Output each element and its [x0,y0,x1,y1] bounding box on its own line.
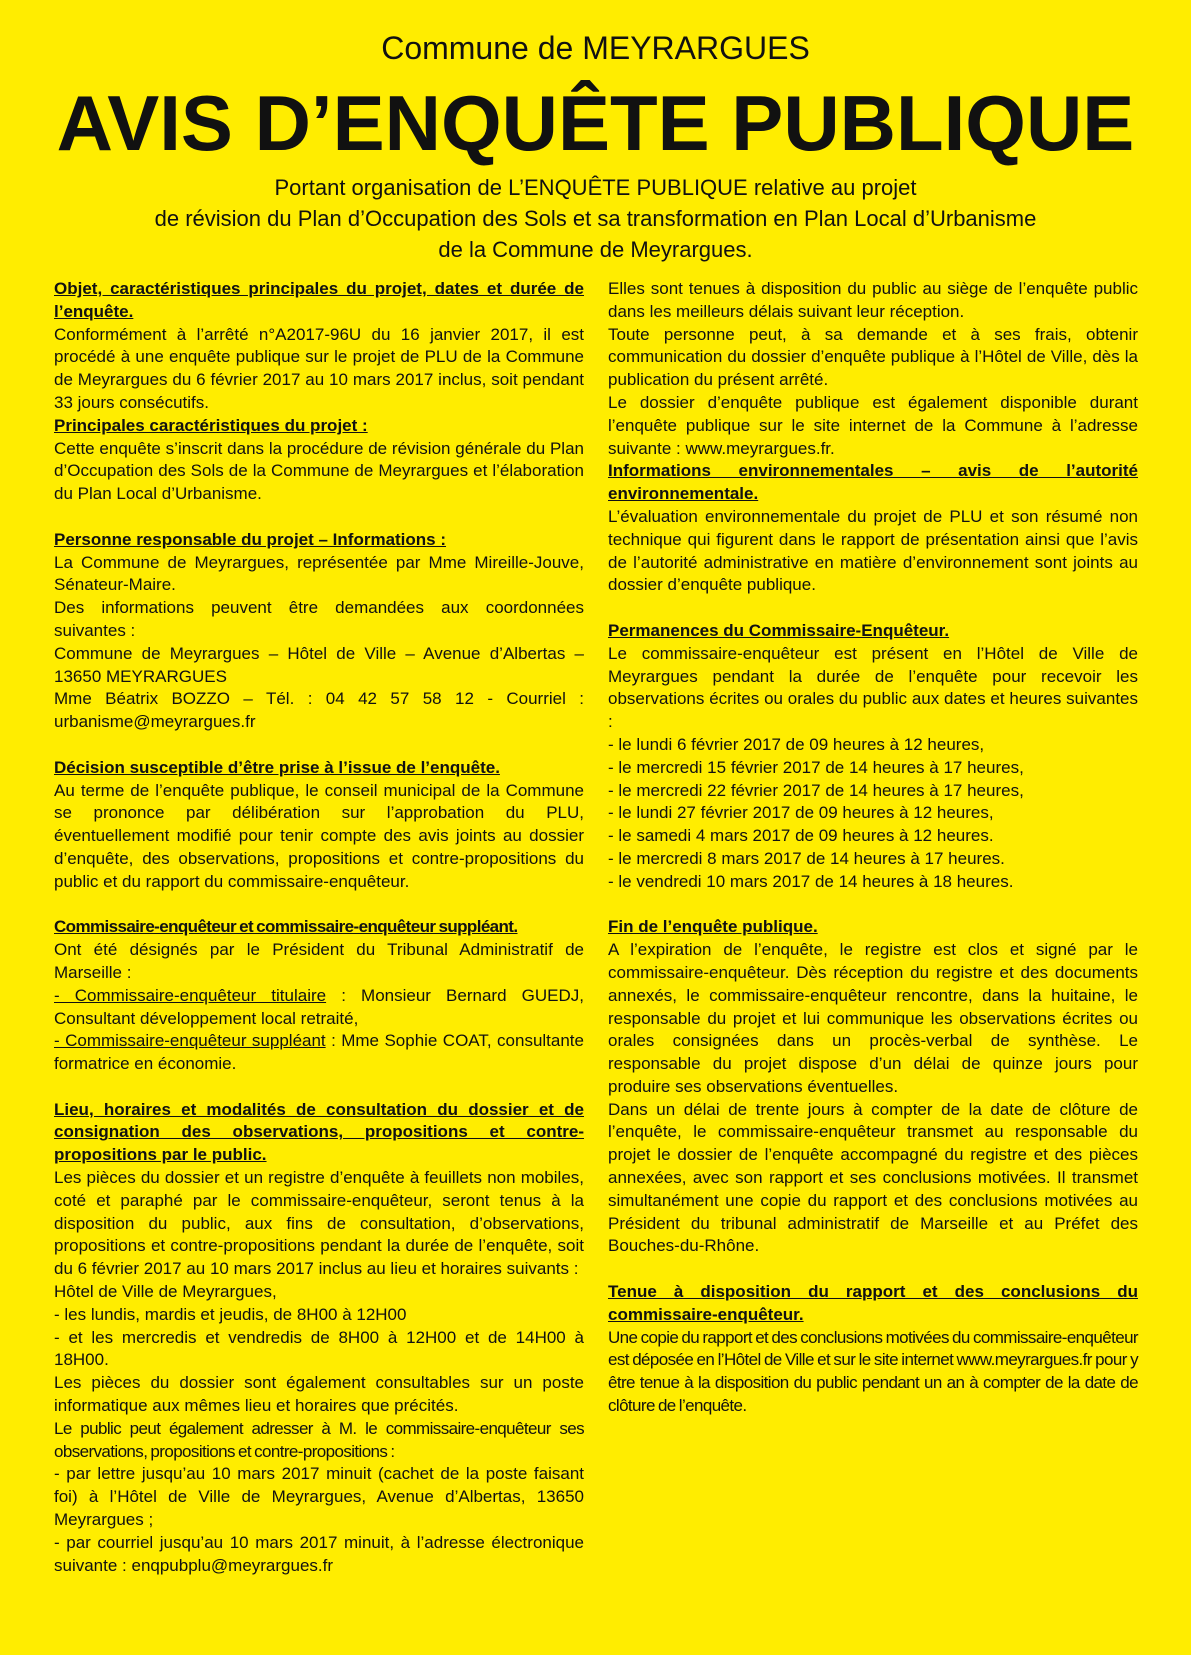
titulaire-text: : Monsieur Bernard GUEDJ, Consultant développement local retraité, [54,985,584,1028]
intro-line: Portant organisation de L’ENQUÊTE PUBLIQUE relative au projet [274,175,917,200]
section-text-fin: A l’expiration de l’enquête, le registre est clos et signé par le commissaire-enquêteur. Dès réception du registre et des documents annexés, le commissaire-enquêteur rencontre, dans la huitaine, le responsable du projet et lui communique les observations écrites ou orales consignées dans un procès-verbal de synthèse. Le responsable du projet dispose d’un délai de quinze jours pour produire ses observations éventuelles. [608,940,1138,1096]
permanence-item: - le lundi 6 février 2017 de 09 heures à 12 heures, [608,734,985,754]
permanence-item: - le vendredi 10 mars 2017 de 14 heures à 18 heures. [608,871,1014,891]
section-text-lieu: Les pièces du dossier et un registre d’enquête à feuillets non mobiles, coté et paraphé par le commissaire-enquêteur, seront tenus à la disposition du public, aux fins de consultation, d’observations, propositions et contre-propositions pendant la durée de l’enquête, soit du 6 février 2017 au 10 mars 2017 inclus au lieu et horaires suivants : [54,1168,584,1279]
section-text-objet: Conformément à l’arrêté n°A2017-96U du 16 janvier 2017, il est procédé à une enquête publique sur le projet de PLU de la Commune de Meyrargues du 6 février 2017 au 10 mars 2017 inclus, soit pendant 33 jours consécutifs. [54,324,584,412]
notice-intro [0,172,1191,265]
permanence-item: - le lundi 27 février 2017 de 09 heures à 12 heures, [608,803,994,823]
spacer [54,506,584,529]
section-heading-decision: Décision susceptible d’être prise à l’issue de l’enquête. [54,757,500,777]
section-text-lieu: Le public peut également adresser à M. le commissaire-enquêteur ses observations, propositions et contre-propositions : [54,1418,584,1461]
section-text-responsable: Commune de Meyrargues – Hôtel de Ville – Avenue d’Albertas – 13650 MEYRARGUES [54,643,584,686]
permanence-item: - le mercredi 8 mars 2017 de 14 heures à 17 heures. [608,848,1005,868]
section-heading-commissaire: Commissaire-enquêteur et commissaire-enquêteur suppléant. [54,917,518,937]
commune-name: Commune de MEYRARGUES [381,30,810,66]
titulaire-label: - Commissaire-enquêteur titulaire [54,985,327,1005]
spacer [608,597,1138,620]
section-text-lieu: - par courriel jusqu’au 10 mars 2017 minuit, à l’adresse électronique suivante : enqpubplu@meyrargues.fr [54,1532,584,1575]
section-text-lieu: Hôtel de Ville de Meyrargues, [54,1282,277,1302]
section-text-decision: Au terme de l’enquête publique, le conseil municipal de la Commune se prononce par délibération sur l’approbation du PLU, éventuellement modifié pour tenir compte des avis joints au dossier d’enquête, des observations, propositions et contre-propositions du public et du rapport du commissaire-enquêteur. [54,780,584,891]
section-text-lieu: Les pièces du dossier sont également consultables sur un poste informatique aux mêmes lieu et horaires que précités. [54,1373,584,1416]
section-text-disposition: Toute personne peut, à sa demande et à ses frais, obtenir communication du dossier d’enquête publique à l’Hôtel de Ville, dès la publication du présent arrêté. [608,324,1138,390]
permanence-item: - le samedi 4 mars 2017 de 09 heures à 12 heures. [608,826,994,846]
section-text-disposition: Elles sont tenues à disposition du public au siège de l’enquête public dans les meilleurs délais suivant leur réception. [608,279,1138,321]
suppleant-line [54,1030,584,1076]
spacer [608,1258,1138,1281]
section-heading-lieu: Lieu, horaires et modalités de consultation du dossier et de consignation des observations, propositions et contre-propositions par le public. [54,1099,584,1165]
section-text-caracteristiques: Cette enquête s’inscrit dans la procédure de révision générale du Plan d’Occupation des Sols de la Commune de Meyrargues et l’élaboration du Plan Local d’Urbanisme. [54,438,584,504]
notice-title: AVIS D’ENQUÊTE PUBLIQUE [56,79,1135,167]
section-heading-environnement: Informations environnementales – avis de l’autorité environnementale. [608,461,1138,504]
right-column [608,278,1138,1418]
spacer [608,894,1138,917]
left-column [54,278,584,1577]
section-text-lieu: - les lundis, mardis et jeudis, de 8H00 à 12H00 [54,1304,407,1324]
section-heading-caracteristiques: Principales caractéristiques du projet : [54,415,368,435]
permanence-item: - le mercredi 15 février 2017 de 14 heures à 17 heures, [608,757,1024,777]
section-heading-objet: Objet, caractéristiques principales du projet, dates et durée de l’enquête. [54,279,584,321]
section-text-lieu: - et les mercredis et vendredis de 8H00 à 12H00 et de 14H00 à 18H00. [54,1327,584,1370]
suppleant-text: : Mme Sophie COAT, consultante formatrice en économie. [54,1031,584,1074]
section-text-disposition: Le dossier d’enquête publique est également disponible durant l’enquête publique sur le site internet de la Commune à l’adresse suivante : www.meyrargues.fr. [608,392,1138,458]
section-text-commissaire: Ont été désignés par le Président du Tribunal Administratif de Marseille : [54,940,584,982]
section-heading-responsable: Personne responsable du projet – Informations : [54,529,447,549]
spacer [54,1076,584,1099]
section-text-responsable: Des informations peuvent être demandées aux coordonnées suivantes : [54,598,584,640]
permanence-item: - le mercredi 22 février 2017 de 14 heures à 17 heures, [608,780,1024,800]
section-heading-permanences: Permanences du Commissaire-Enquêteur. [608,620,950,640]
section-text-lieu: - par lettre jusqu’au 10 mars 2017 minuit (cachet de la poste faisant foi) à l’Hôtel de Ville de Meyrargues, Avenue d’Albertas, 13650 Meyrargues ; [54,1464,584,1530]
section-text-environnement: L’évaluation environnementale du projet de PLU et son résumé non technique qui figurent dans le rapport de présentation ainsi que l’avis de l’autorité administrative en matière d’environnement sont joints au dossier d’enquête publique. [608,506,1138,595]
spacer [54,894,584,917]
section-heading-fin: Fin de l’enquête publique. [608,917,818,937]
section-text-fin: Dans un délai de trente jours à compter de la date de clôture de l’enquête, le commissaire-enquêteur transmet au responsable du projet le dossier de l’enquête accompagné du registre et des pièces annexées, avec son rapport et ses conclusions motivées. Il transmet simultanément une copie du rapport et des conclusions motivées au Président du tribunal administratif de Marseille et au Préfet des Bouches-du-Rhône. [608,1099,1138,1256]
section-text-responsable: La Commune de Meyrargues, représentée par Mme Mireille-Jouve, Sénateur-Maire. [54,552,584,595]
suppleant-label: - Commissaire-enquêteur suppléant [54,1031,326,1051]
spacer [54,734,584,757]
section-heading-tenue: Tenue à disposition du rapport et des conclusions du commissaire-enquêteur. [608,1282,1138,1324]
section-text-permanences: Le commissaire-enquêteur est présent en l’Hôtel de Ville de Meyrargues pendant la durée de l’enquête pour recevoir les observations écrites ou orales du public aux dates et heures suivantes : [608,643,1138,732]
titulaire-line [54,985,584,1031]
intro-line: de révision du Plan d’Occupation des Sols et sa transformation en Plan Local d’Urbanisme [154,206,1037,231]
section-text-responsable: Mme Béatrix BOZZO – Tél. : 04 42 57 58 12 - Courriel : urbanisme@meyrargues.fr [54,689,584,732]
section-text-tenue: Une copie du rapport et des conclusions motivées du commissaire-enquêteur est déposée en l’Hôtel de Ville et sur le site internet www.meyrargues.fr pour y être tenue à la disposition du public pendant un an à compter de la date de clôture de l’enquête. [608,1327,1138,1416]
intro-line: de la Commune de Meyrargues. [438,237,753,262]
